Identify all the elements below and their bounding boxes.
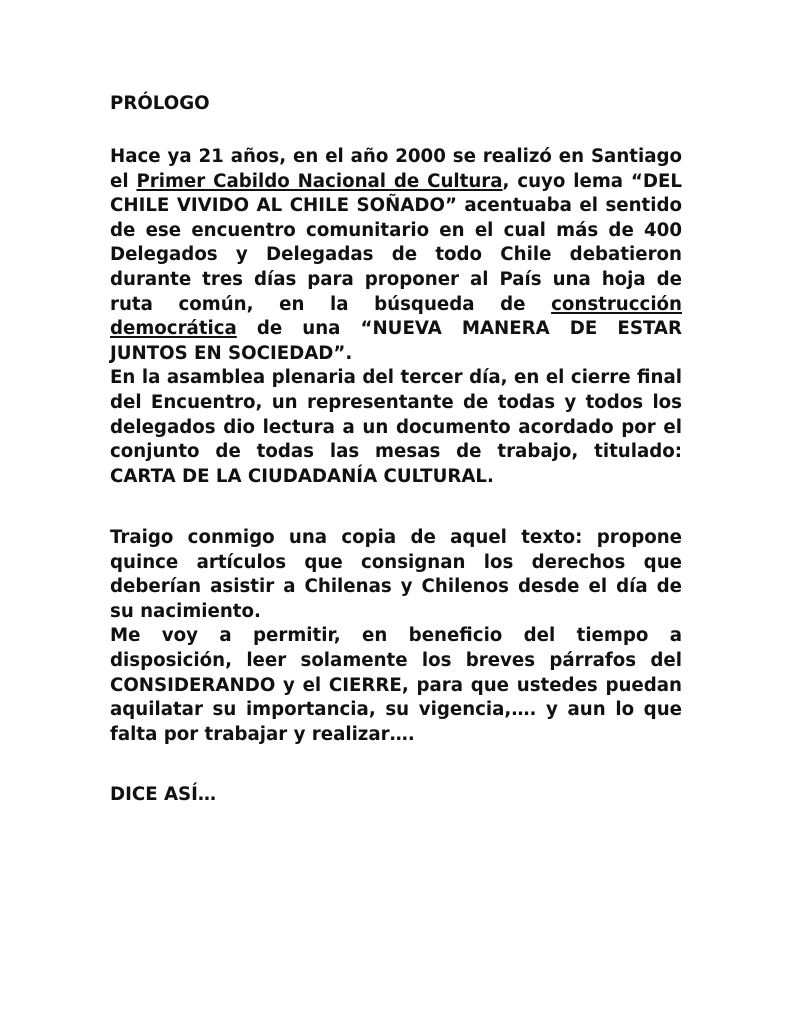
paragraph-2: En la asamblea plenaria del tercer día, en el cierre final del Encuentro, un representante de todas y todos los delegados dio lectura a un documento acordado por el conjunto de todas las mesas de trabajo, titulado: CARTA DE LA CIUDADANÍA CULTURAL.	[110, 367, 682, 487]
paragraph-1-part-3: de una “NUEVA MANERA DE ESTAR JUNTOS EN SOCIEDAD”.	[110, 318, 682, 364]
page-title: PRÓLOGO	[110, 93, 210, 114]
paragraph-1	[110, 145, 682, 366]
text-section-2	[110, 526, 682, 747]
paragraph-1-part-1: Hace ya 21 años, en el año 2000 se realizó en Santiago el	[110, 146, 682, 192]
text-section-1	[110, 145, 682, 489]
paragraph-3: Traigo conmigo una copia de aquel texto: propone quince artículos que consignan los derechos que deberían asistir a Chilenas y Chilenos desde el día de su nacimiento.	[110, 527, 682, 622]
underlined-phrase-construccion: construcción democrática	[110, 293, 682, 340]
underlined-phrase-cabildo: Primer Cabildo Nacional de Cultura	[136, 170, 503, 192]
paragraph-4: Me voy a permitir, en beneficio del tiempo a disposición, leer solamente los breves párrafos del CONSIDERANDO y el CIERRE, para que ustedes puedan aquilatar su importancia, su vigencia,…. y aun lo que falta por trabajar y realizar….	[110, 625, 682, 745]
closing-line: DICE ASÍ…	[110, 784, 217, 805]
paragraph-1-part-2: , cuyo lema “DEL CHILE VIVIDO AL CHILE SOÑADO” acentuaba el sentido de ese encuentro comunitario en el cual más de 400 Delegados y Delegadas de todo Chile debatieron durante tres días para proponer al País una hoja de ruta común, en la búsqueda de	[110, 170, 682, 315]
